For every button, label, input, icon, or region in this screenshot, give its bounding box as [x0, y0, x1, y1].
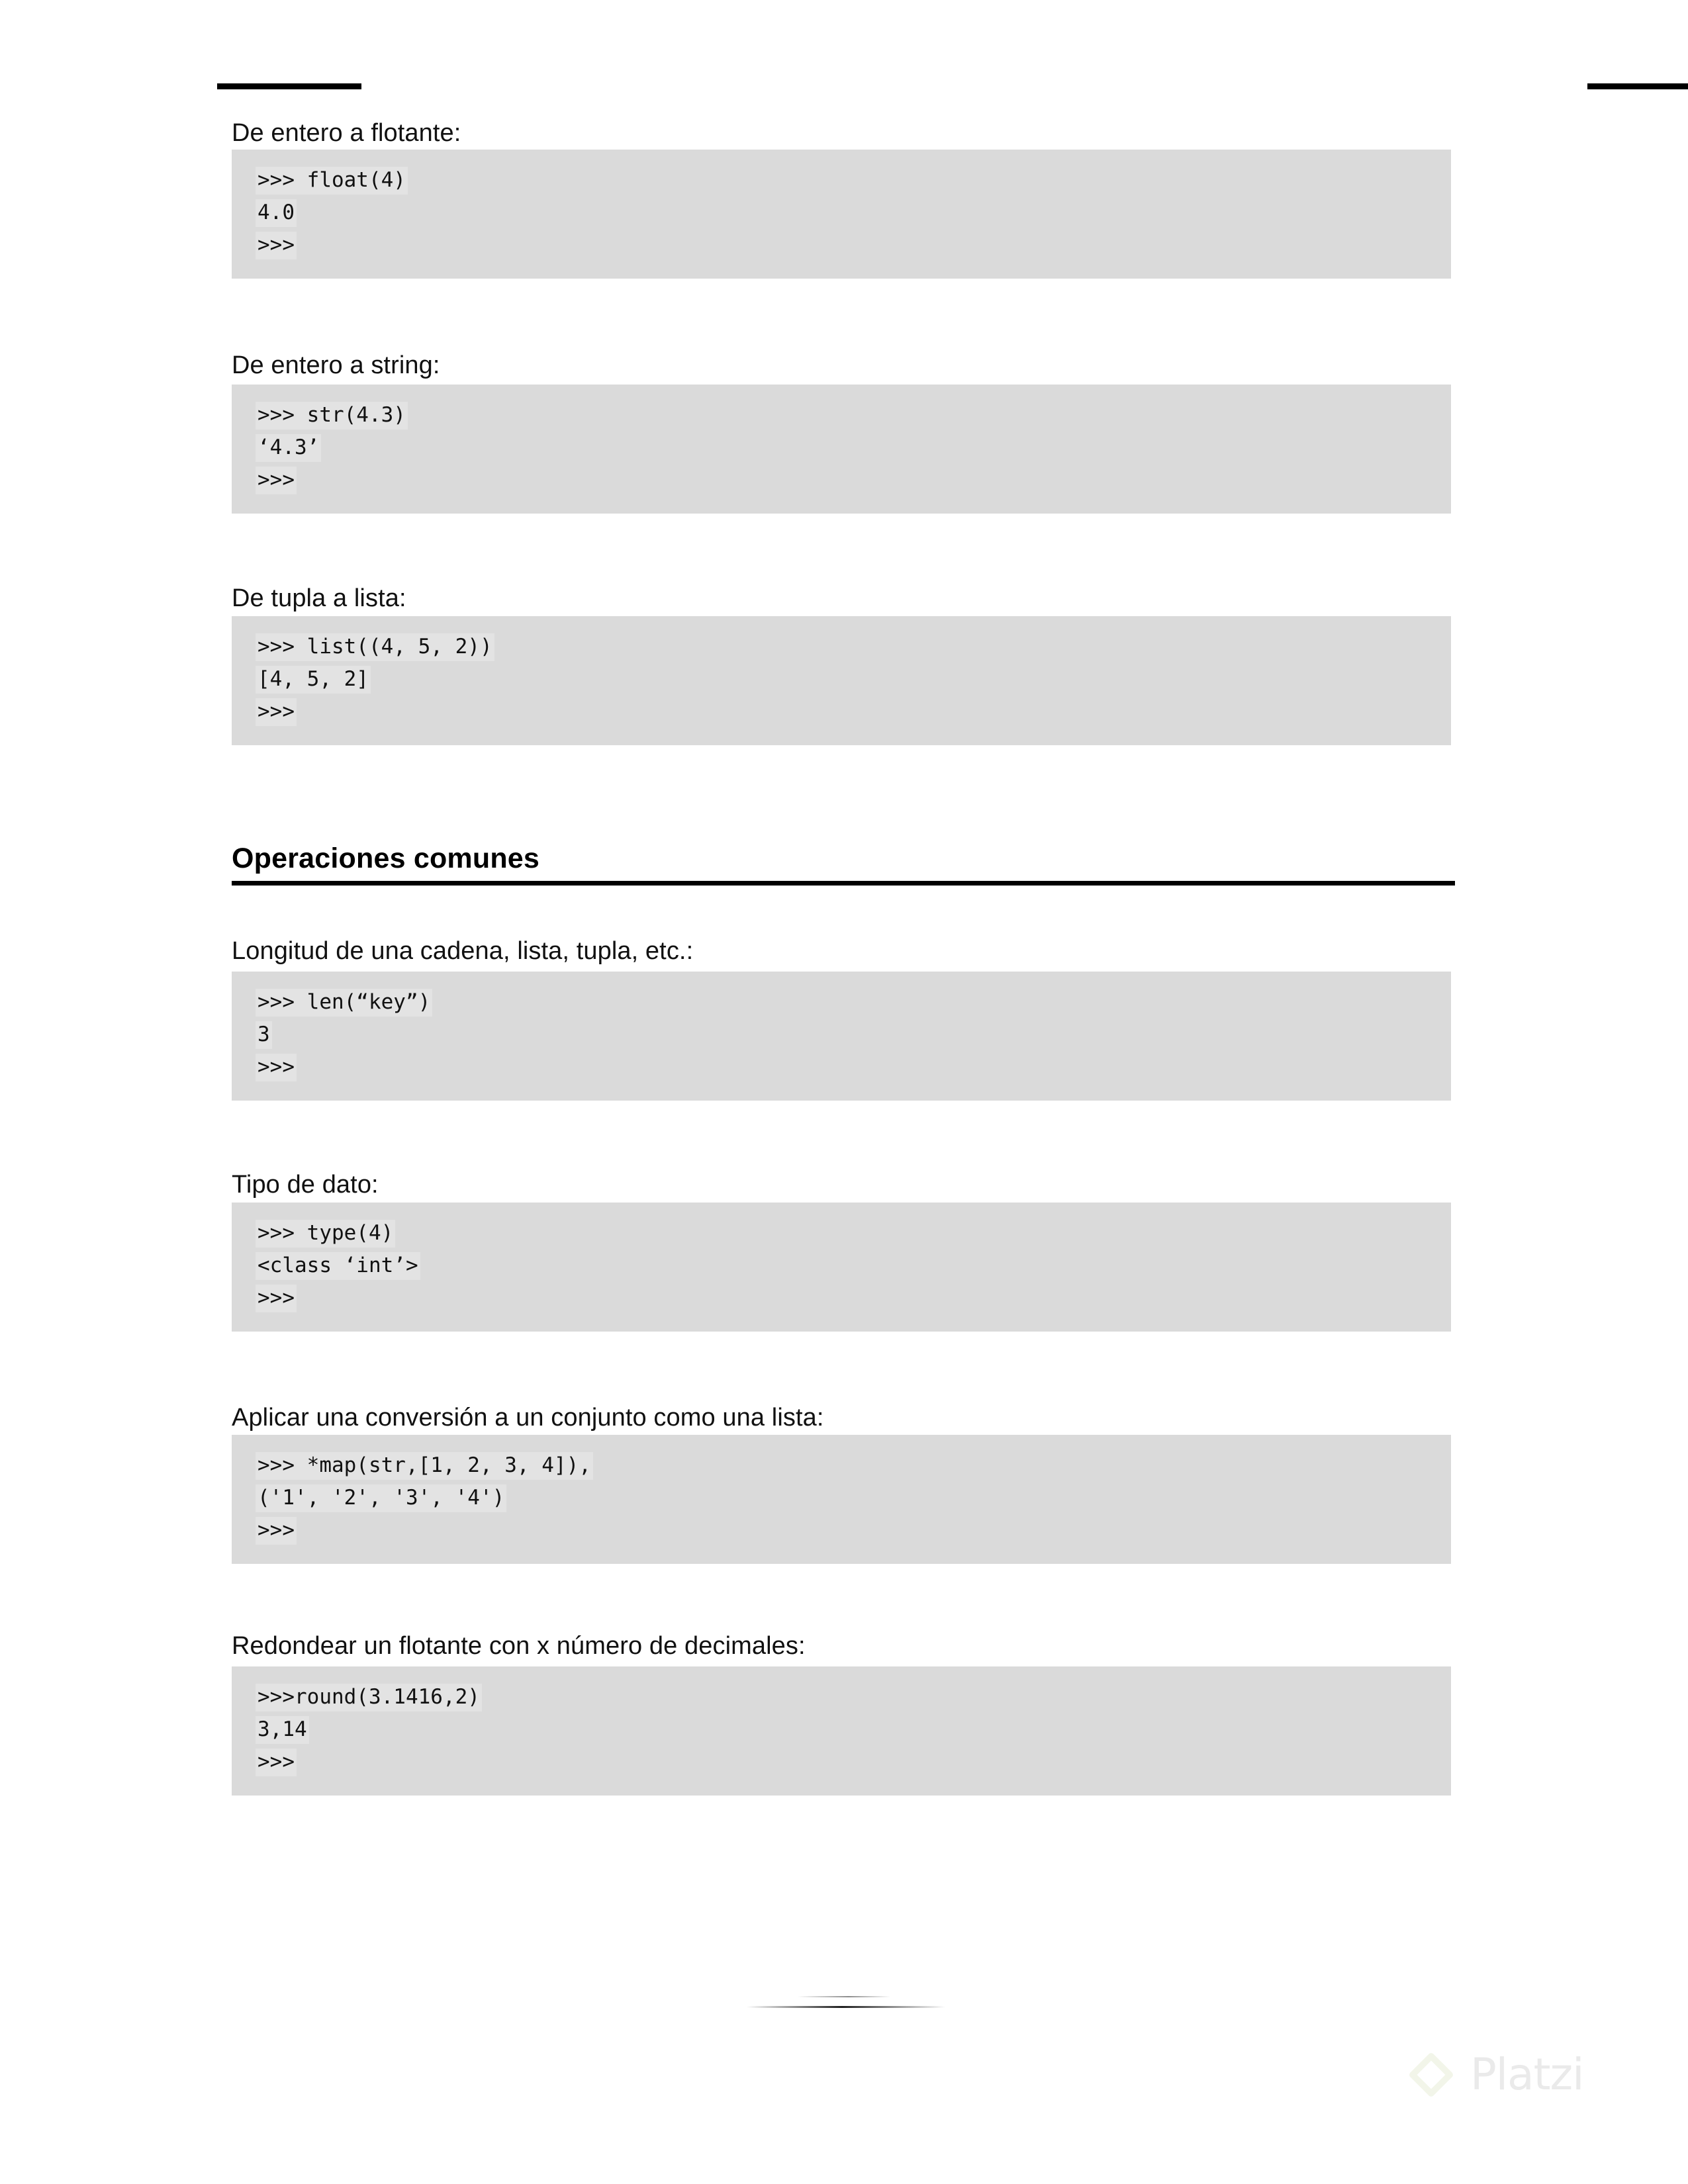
code-text: >>>round(3.1416,2): [256, 1684, 482, 1711]
code-text: >>>: [256, 232, 297, 259]
code-line: [232, 1514, 1451, 1547]
platzi-wordmark: Platzi: [1470, 2049, 1584, 2100]
header-rule-right: [1587, 83, 1688, 89]
code-line: [232, 1250, 1451, 1282]
header-rule-left: [217, 83, 361, 89]
page-title: Operaciones comunes: [232, 842, 540, 874]
label-redondear: Redondear un flotante con x número de decimales:: [232, 1632, 806, 1660]
code-line: [232, 1051, 1451, 1083]
code-line: [232, 1713, 1451, 1746]
code-block-type: [232, 1203, 1451, 1332]
code-line: [232, 432, 1451, 464]
code-line: [232, 663, 1451, 696]
code-block-round: [232, 1666, 1451, 1796]
code-line: [232, 1217, 1451, 1250]
code-text: >>> float(4): [256, 167, 408, 195]
code-line: [232, 1282, 1451, 1314]
section-heading-rule: [232, 881, 1455, 886]
code-line: [232, 197, 1451, 229]
platzi-diamond-icon: [1407, 2050, 1456, 2099]
code-line: [232, 399, 1451, 432]
footer-divider-bottom: [747, 2006, 945, 2008]
code-text: >>>: [256, 1517, 297, 1545]
code-text: >>> type(4): [256, 1220, 395, 1248]
section-heading-block: [232, 842, 1455, 886]
code-text: 3,14: [256, 1716, 309, 1744]
code-text: >>> len(“key”): [256, 989, 432, 1017]
code-text: >>>: [256, 1749, 297, 1776]
label-de-tupla-a-lista: De tupla a lista:: [232, 584, 406, 612]
label-aplicar-conversion: Aplicar una conversión a un conjunto como una lista:: [232, 1404, 824, 1432]
code-text: >>> *map(str,[1, 2, 3, 4]),: [256, 1452, 593, 1480]
code-line: [232, 631, 1451, 663]
code-text: [4, 5, 2]: [256, 666, 371, 694]
code-line: [232, 986, 1451, 1019]
code-line: [232, 1681, 1451, 1713]
code-line: [232, 1746, 1451, 1778]
code-text: >>> str(4.3): [256, 402, 408, 430]
footer-divider-top: [798, 1996, 890, 1997]
code-block-list: [232, 616, 1451, 745]
code-line: [232, 1449, 1451, 1482]
label-longitud: Longitud de una cadena, lista, tupla, etc.:: [232, 937, 694, 965]
label-de-entero-a-string: De entero a string:: [232, 351, 440, 379]
label-tipo-de-dato: Tipo de dato:: [232, 1171, 379, 1199]
code-text: >>>: [256, 1054, 297, 1081]
code-text: >>>: [256, 1285, 297, 1312]
code-text: ('1', '2', '3', '4'): [256, 1484, 506, 1512]
code-text: 4.0: [256, 199, 297, 227]
code-line: [232, 229, 1451, 261]
code-line: [232, 1482, 1451, 1514]
code-block-str: [232, 385, 1451, 514]
code-line: [232, 1019, 1451, 1051]
code-line: [232, 464, 1451, 496]
code-line: [232, 164, 1451, 197]
code-block-map: [232, 1435, 1451, 1564]
code-text: <class ‘int’>: [256, 1252, 420, 1280]
code-block-len: [232, 972, 1451, 1101]
code-text: >>>: [256, 467, 297, 494]
code-text: >>>: [256, 698, 297, 726]
platzi-watermark: [1407, 2050, 1583, 2099]
code-text: >>> list((4, 5, 2)): [256, 633, 494, 661]
code-text: ‘4.3’: [256, 434, 321, 462]
label-de-entero-a-flotante: De entero a flotante:: [232, 119, 461, 147]
code-text: 3: [256, 1021, 272, 1049]
code-block-float: [232, 150, 1451, 279]
code-line: [232, 696, 1451, 728]
